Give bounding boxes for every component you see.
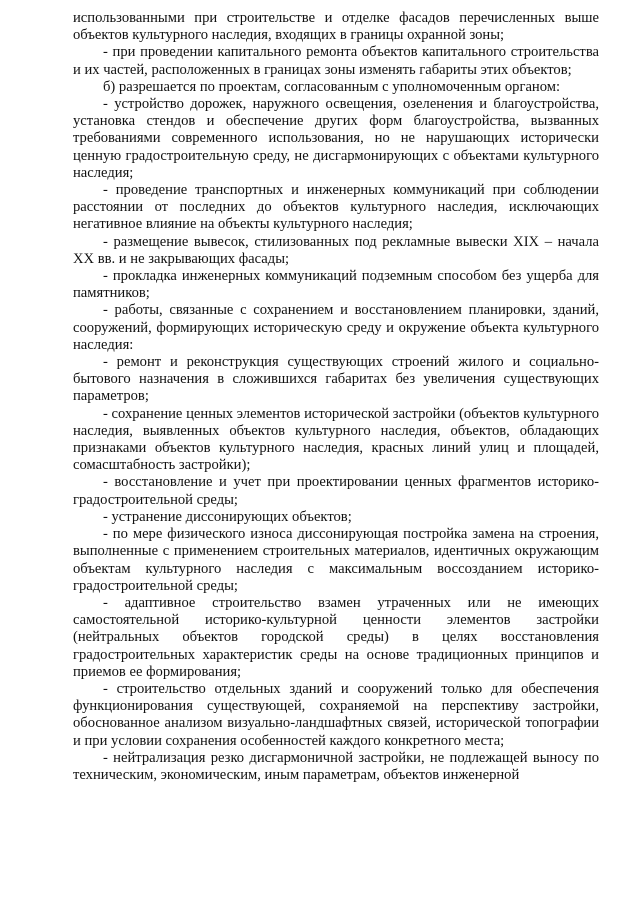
paragraph: - размещение вывесок, стилизованных под рекламные вывески XIX – начала XX вв. и не закрывающих фасады; xyxy=(73,233,599,267)
paragraph-subsection-b: б) разрешается по проектам, согласованным с уполномоченным органом: xyxy=(103,78,561,95)
paragraph: - работы, связанные с сохранением и восстановлением планировки, зданий, сооружений, формирующих историческую среду и окружение объекта культурного наследия: xyxy=(73,302,599,353)
paragraph: - ремонт и реконструкция существующих строений жилого и социально-бытового назначения в сложившихся габаритах без увеличения существующих параметров; xyxy=(73,354,599,405)
paragraph: - восстановление и учет при проектировании ценных фрагментов историко-градостроительной среды; xyxy=(73,474,599,508)
paragraph: - устройство дорожек, наружного освещения, озеленения и благоустройства, установка стендов и обеспечение других форм благоустройства, вызванных требованиями современного использования, но не нарушающих исторически ценную градостроительную среду, не дисгармонирующих с объектами культурного наследия; xyxy=(73,96,599,181)
paragraph: - прокладка инженерных коммуникаций подземным способом без ущерба для памятников; xyxy=(73,268,599,302)
paragraph: - строительство отдельных зданий и сооружений только для обеспечения функционирования существующей, сохраняемой на перспективу застройки, обоснованное анализом визуально-ландшафтных связей, исторической топографии и при условии сохранения особенностей каждого конкретного места; xyxy=(73,680,599,749)
paragraph: - устранение диссонирующих объектов; xyxy=(103,508,352,525)
paragraph: - по мере физического износа диссонирующая постройка замена на строения, выполненные с применением строительных материалов, идентичных окружающим объектам культурного наследия с максимальным воссозданием историко-градостроительной среды; xyxy=(73,526,599,594)
paragraph-continuation: использованными при строительстве и отделке фасадов перечисленных выше объектов культурного наследия, входящих в границы охранной зоны; xyxy=(73,10,599,44)
paragraph: - нейтрализация резко дисгармоничной застройки, не подлежащей выносу по техническим, экономическим, иным параметрам, объектов инженерной xyxy=(73,749,599,783)
paragraph: - проведение транспортных и инженерных коммуникаций при соблюдении расстоянии от последних до объектов культурного наследия, исключающих негативное влияние на объекты культурного наследия; xyxy=(73,182,599,233)
paragraph: - адаптивное строительство взамен утраченных или не имеющих самостоятельной историко-культурной ценности элементов застройки (нейтральных объектов городской среды) в целях восстановления градостроительных характеристик среды на основе традиционных принципов и приемов ее формирования; xyxy=(73,594,599,680)
paragraph: - при проведении капитального ремонта объектов капитального строительства и их частей, расположенных в границах зоны изменять габариты этих объектов; xyxy=(73,44,599,78)
paragraph: - сохранение ценных элементов исторической застройки (объектов культурного наследия, выявленных объектов культурного наследия, объектов, обладающих признаками объектов культурного наследия, красных линий улиц и площадей, сомасштабность застройки); xyxy=(73,405,599,474)
